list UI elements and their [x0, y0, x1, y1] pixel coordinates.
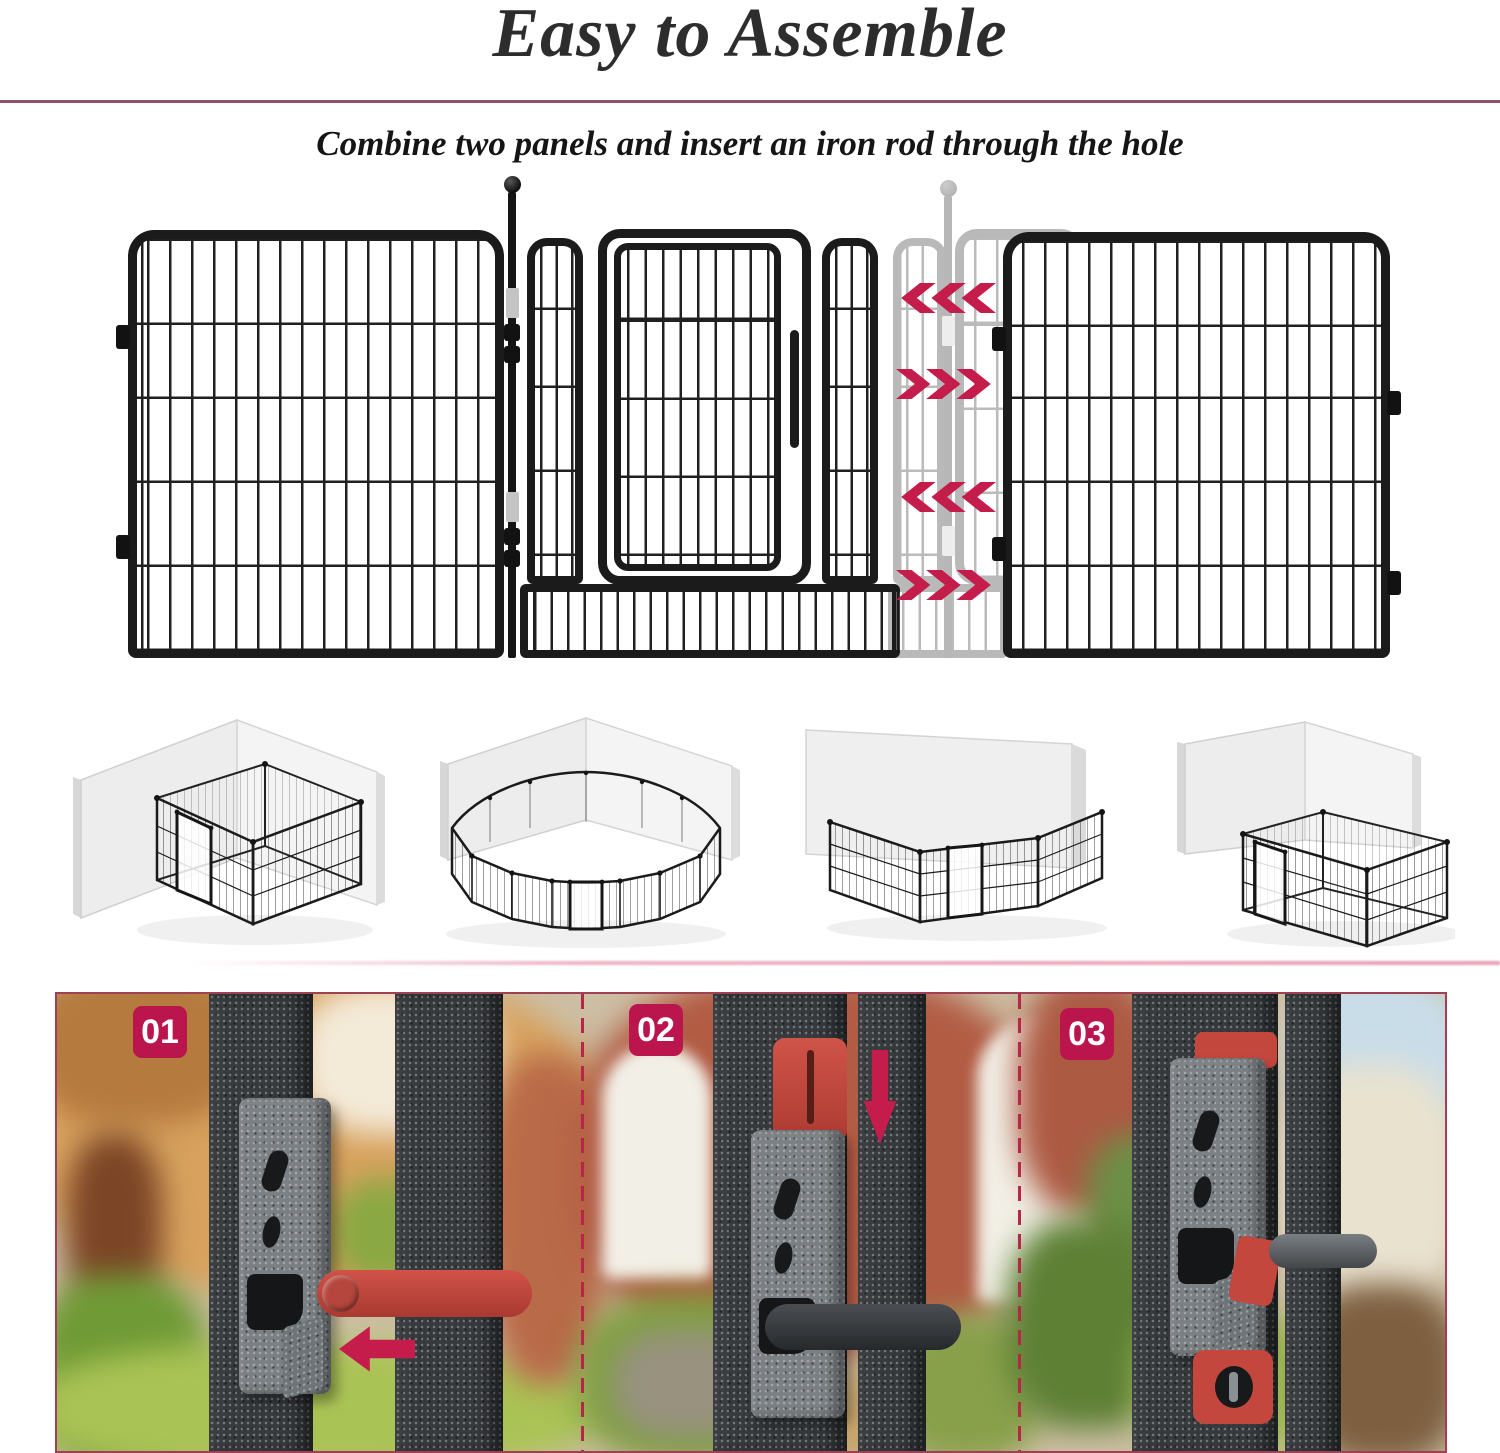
triple-chevron-right-icon	[896, 570, 996, 600]
fence-panel-left	[128, 230, 504, 658]
step-badge-3: 03	[1060, 1008, 1114, 1060]
black-rod	[765, 1304, 961, 1350]
octagon-ring-pen-illustration	[420, 702, 750, 957]
connector-tab	[992, 537, 1006, 561]
connector-bracket	[239, 1098, 331, 1394]
rod-sleeve	[506, 492, 519, 522]
arrow-down-icon	[863, 1050, 897, 1144]
rod-sleeve	[942, 316, 955, 346]
door-side-panel-right	[822, 238, 878, 584]
door-panel	[598, 229, 811, 585]
step-badge-2: 02	[629, 1004, 683, 1056]
rod-ball-top	[504, 176, 521, 193]
rod-sleeve	[942, 526, 955, 556]
subtitle: Combine two panels and insert an iron rod through the hole	[316, 124, 1184, 163]
bracket-hole	[260, 1215, 283, 1250]
triple-chevron-left-icon	[896, 482, 996, 512]
iron-rod	[508, 192, 516, 658]
door-latch	[790, 330, 799, 448]
step-badge-1: 01	[133, 1006, 187, 1058]
red-rod-cap-bottom	[1193, 1350, 1273, 1424]
rod-sleeve	[506, 288, 519, 318]
corner-square-pen-illustration	[65, 700, 385, 960]
connector-tab	[116, 325, 130, 349]
connector-tab	[1387, 391, 1401, 415]
fence-post	[1285, 992, 1341, 1453]
connector-tab	[116, 535, 130, 559]
connector-tab	[992, 327, 1006, 351]
triple-chevron-right-icon	[896, 369, 996, 399]
hinge-knuckle	[504, 550, 520, 567]
triple-chevron-left-icon	[896, 283, 996, 313]
bracket-hole	[1191, 1175, 1214, 1210]
hinge-knuckle	[504, 346, 520, 363]
connector-bracket	[1170, 1058, 1266, 1356]
cap-pin	[1229, 1372, 1238, 1402]
fence-post	[395, 992, 503, 1453]
assembly-steps-photo	[55, 992, 1447, 1453]
connector-tab	[1387, 571, 1401, 595]
ghost-rod-ball	[940, 180, 957, 197]
gray-rod	[1269, 1234, 1377, 1268]
fence-panel-right	[1003, 232, 1390, 658]
dashed-divider	[581, 994, 584, 1451]
bracket-hook-flap	[283, 1317, 323, 1400]
hinge-knuckle	[504, 528, 520, 545]
corner-rectangle-pen-illustration	[1155, 702, 1455, 957]
bracket-hook-opening	[1178, 1228, 1234, 1284]
assembly-diagram	[0, 0, 1500, 690]
page-title: Easy to Assemble	[492, 0, 1008, 72]
connector-bracket	[751, 1130, 845, 1418]
arrow-left-icon	[339, 1326, 415, 1372]
door-bottom-strip	[520, 584, 900, 658]
bracket-hole	[1190, 1108, 1222, 1154]
long-wall-u-pen-illustration	[772, 700, 1132, 958]
bracket-hole	[771, 1176, 803, 1222]
red-iron-rod-inserting	[773, 1038, 847, 1138]
hinge-knuckle	[504, 324, 520, 341]
arched-window-blob	[602, 1044, 712, 1279]
bracket-hole	[259, 1148, 291, 1194]
pink-glow-divider	[190, 961, 1500, 965]
red-iron-rod	[317, 1270, 532, 1317]
door-gate	[614, 243, 781, 571]
dashed-divider	[1018, 994, 1021, 1451]
bracket-hook-opening	[247, 1274, 303, 1330]
bracket-hole	[772, 1241, 795, 1276]
door-side-panel-left	[527, 238, 583, 584]
